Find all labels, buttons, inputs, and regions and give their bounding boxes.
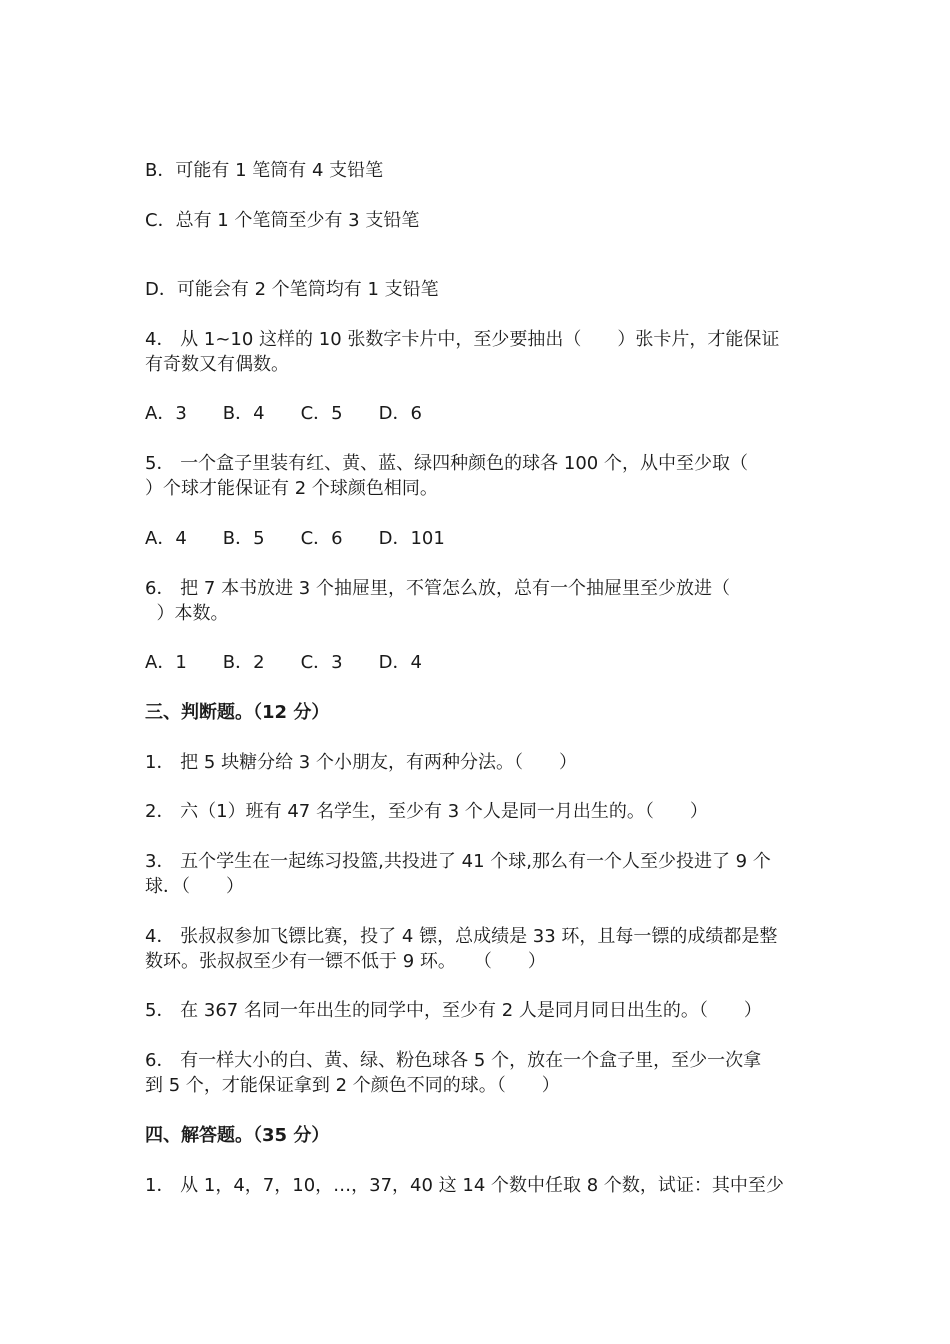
option-d-line: D．可能会有 2 个笔筒均有 1 支铅笔 bbox=[145, 279, 439, 300]
section-3-heading: 三、判断题。（12 分） bbox=[145, 702, 330, 723]
judgment-4-line-2: 数环。张叔叔至少有一镖不低于 9 环。 （ ） bbox=[145, 951, 546, 972]
answer-1-line-1: 1． 从 1，4，7，10，…，37，40 这 14 个数中任取 8 个数，试证：其中至少 bbox=[145, 1175, 784, 1196]
section-4-heading: 四、解答题。（35 分） bbox=[145, 1125, 330, 1146]
question-5-line-2: ）个球才能保证有 2 个球颜色相同。 bbox=[145, 478, 438, 499]
question-5-options: A．4 B．5 C．6 D．101 bbox=[145, 528, 445, 549]
question-4-options: A．3 B．4 C．5 D．6 bbox=[145, 403, 422, 424]
judgment-3-line-1: 3． 五个学生在一起练习投篮,共投进了 41 个球,那么有一个人至少投进了 9 个 bbox=[145, 851, 771, 872]
judgment-2: 2． 六（1）班有 47 名学生，至少有 3 个人是同一月出生的。（ ） bbox=[145, 801, 708, 822]
judgment-6-line-2: 到 5 个，才能保证拿到 2 个颜色不同的球。（ ） bbox=[145, 1075, 560, 1096]
question-5-line-1: 5． 一个盒子里装有红、黄、蓝、绿四种颜色的球各 100 个，从中至少取（ bbox=[145, 453, 748, 474]
judgment-4-line-1: 4． 张叔叔参加飞镖比赛，投了 4 镖，总成绩是 33 环，且每一镖的成绩都是整 bbox=[145, 926, 778, 947]
question-6-line-2: ）本数。 bbox=[145, 603, 229, 624]
question-4-line-1: 4． 从 1~10 这样的 10 张数字卡片中，至少要抽出（ ）张卡片，才能保证 bbox=[145, 329, 780, 350]
judgment-3-line-2: 球．（ ） bbox=[145, 876, 244, 897]
question-6-options: A．1 B．2 C．3 D．4 bbox=[145, 652, 422, 673]
judgment-6-line-1: 6． 有一样大小的白、黄、绿、粉色球各 5 个，放在一个盒子里，至少一次拿 bbox=[145, 1050, 762, 1071]
option-b-line: B．可能有 1 笔筒有 4 支铅笔 bbox=[145, 160, 384, 181]
question-4-line-2: 有奇数又有偶数。 bbox=[145, 354, 289, 375]
question-6-line-1: 6． 把 7 本书放进 3 个抽屉里，不管怎么放，总有一个抽屉里至少放进（ bbox=[145, 578, 730, 599]
judgment-5: 5． 在 367 名同一年出生的同学中，至少有 2 人是同月同日出生的。（ ） bbox=[145, 1000, 762, 1021]
option-c-line: C．总有 1 个笔筒至少有 3 支铅笔 bbox=[145, 210, 420, 231]
judgment-1: 1． 把 5 块糖分给 3 个小朋友，有两种分法。（ ） bbox=[145, 752, 577, 773]
